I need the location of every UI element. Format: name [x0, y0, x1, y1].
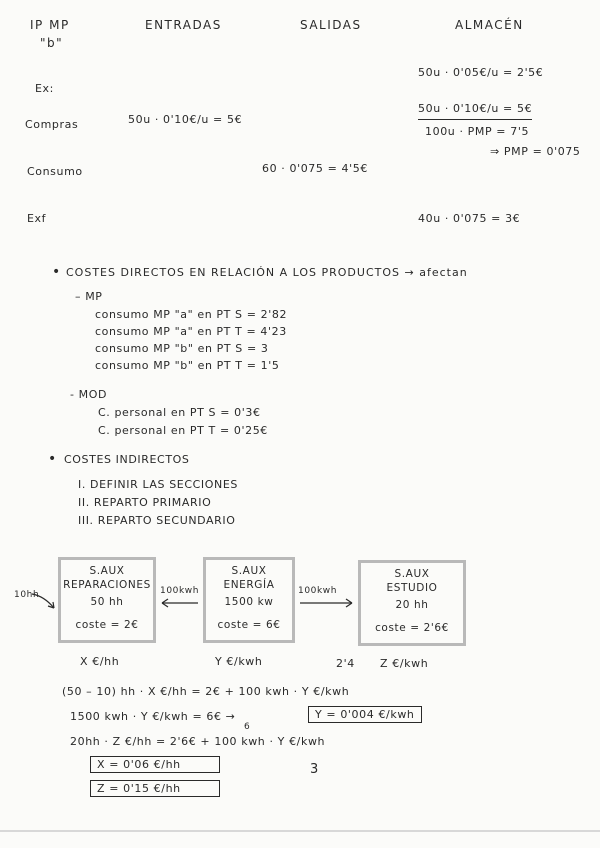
box-title: S.AUX	[394, 568, 430, 580]
page-bottom-edge	[0, 830, 600, 832]
compras-entrada: 50u · 0'10€/u = 5€	[128, 113, 243, 126]
equation-2: 1500 kwh · Y €/kwh = 6€ →	[70, 710, 236, 723]
header-almacen: ALMACÉN	[455, 18, 524, 32]
box-annot-24: 2'4	[336, 657, 355, 670]
incoming-label: 10hh	[14, 590, 40, 600]
ex-initial-label: Ex:	[35, 82, 54, 95]
page-number: 3	[310, 762, 319, 777]
box-cost: coste = 2€	[75, 619, 139, 631]
section-box-reparaciones	[58, 557, 156, 643]
box-quantity: 20 hh	[395, 599, 429, 611]
equation-1: (50 – 10) hh · X €/hh = 2€ + 100 kwh · Y €/kwh	[62, 685, 350, 698]
box-unit-z: Z €/kwh	[380, 657, 429, 670]
equation-3: 20hh · Z €/hh = 2'6€ + 100 kwh · Y €/kwh	[70, 735, 326, 748]
mod-label: - MOD	[70, 388, 108, 401]
incoming-arrow-icon	[30, 592, 58, 614]
compras-label: Compras	[25, 118, 79, 131]
indirect-step: II. REPARTO PRIMARIO	[78, 496, 212, 509]
box-unit-y: Y €/kwh	[215, 655, 263, 668]
section-box-energia	[203, 557, 295, 643]
mp-item: consumo MP "a" en PT T = 4'23	[95, 325, 287, 338]
compras-almacen: 50u · 0'10€/u = 5€	[418, 102, 532, 120]
box-cost: coste = 6€	[217, 619, 281, 631]
costes-indirectos-title: COSTES INDIRECTOS	[64, 453, 190, 466]
pmp-result: ⇒ PMP = 0'075	[490, 145, 581, 158]
exf-almacen: 40u · 0'075 = 3€	[418, 212, 521, 225]
header-ip-mp: IP MP	[30, 18, 70, 32]
mod-item: C. personal en PT T = 0'25€	[98, 424, 268, 437]
equation-3-annotation: 6	[244, 722, 251, 732]
consumo-label: Consumo	[27, 165, 83, 178]
mp-label: – MP	[75, 290, 103, 303]
box-name: REPARACIONES	[63, 579, 151, 591]
box-unit-x: X €/hh	[80, 655, 120, 668]
indirect-step: III. REPARTO SECUNDARIO	[78, 514, 236, 527]
costes-directos-title: COSTES DIRECTOS EN RELACIÓN A LOS PRODUCTOS → afectan	[66, 266, 468, 279]
exf-label: Exf	[27, 212, 47, 225]
mp-item: consumo MP "b" en PT S = 3	[95, 342, 269, 355]
answer-x-box: X = 0'06 €/hh	[90, 756, 220, 773]
mod-item: C. personal en PT S = 0'3€	[98, 406, 261, 419]
box-name: ESTUDIO	[386, 582, 438, 594]
box-name: ENERGÍA	[223, 579, 275, 591]
section-box-estudio	[358, 560, 466, 646]
total-almacen: 100u · PMP = 7'5	[425, 125, 530, 138]
bullet-icon: •	[52, 264, 61, 280]
arrow-left-icon	[160, 598, 200, 608]
box-quantity: 1500 kw	[224, 596, 274, 608]
answer-y-box: Y = 0'004 €/kwh	[308, 706, 422, 723]
mp-item: consumo MP "b" en PT T = 1'5	[95, 359, 280, 372]
bullet-icon: •	[48, 451, 57, 467]
box-title: S.AUX	[89, 565, 125, 577]
header-mp-b: "b"	[40, 36, 64, 50]
box-quantity: 50 hh	[90, 596, 124, 608]
box-cost: coste = 2'6€	[375, 622, 449, 634]
arrow1-label: 100kwh	[160, 586, 200, 596]
box-title: S.AUX	[231, 565, 267, 577]
answer-z-box: Z = 0'15 €/hh	[90, 780, 220, 797]
consumo-salida: 60 · 0'075 = 4'5€	[262, 162, 368, 175]
indirect-step: I. DEFINIR LAS SECCIONES	[78, 478, 238, 491]
header-salidas: SALIDAS	[300, 18, 362, 32]
ex-initial-almacen: 50u · 0'05€/u = 2'5€	[418, 66, 544, 79]
arrow2-label: 100kwh	[298, 586, 338, 596]
arrow-right-icon	[298, 598, 354, 608]
header-entradas: ENTRADAS	[145, 18, 222, 32]
mp-item: consumo MP "a" en PT S = 2'82	[95, 308, 288, 321]
